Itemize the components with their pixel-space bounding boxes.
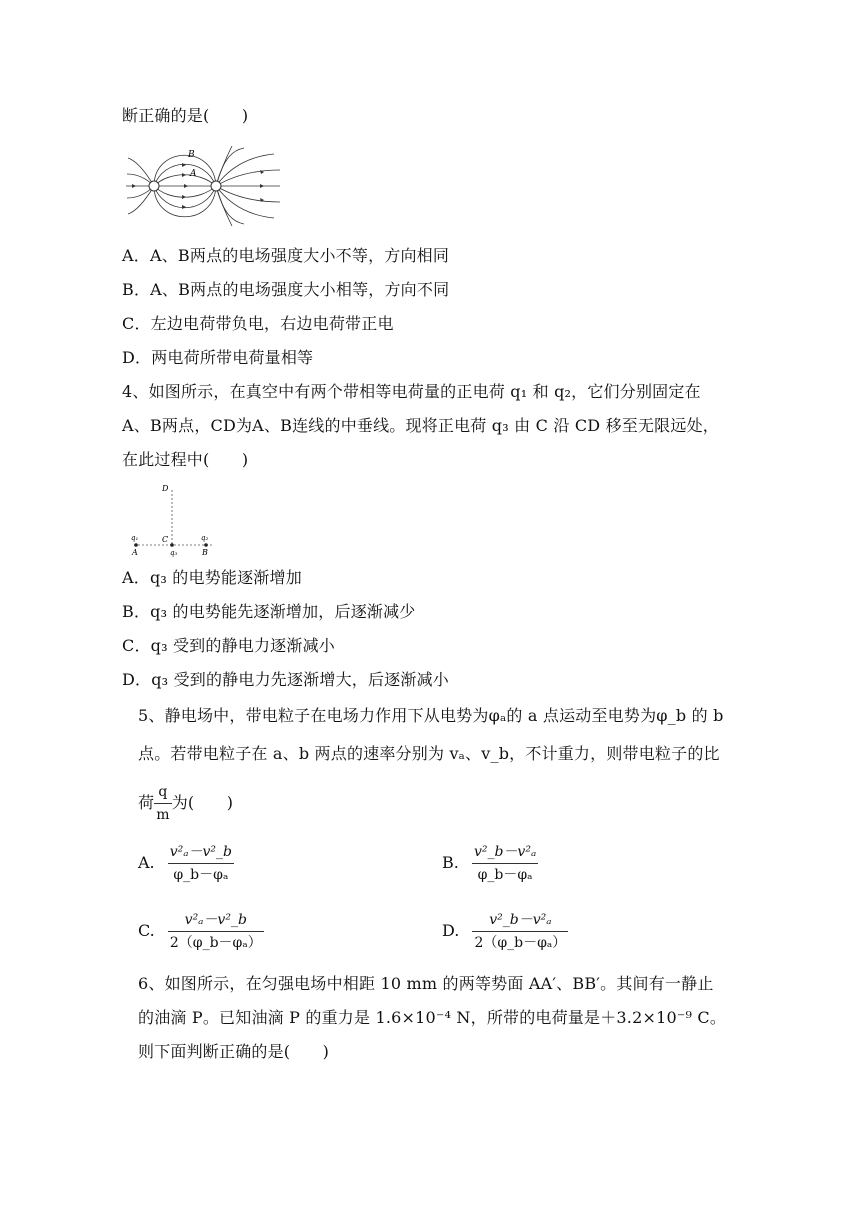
q5-option-c bbox=[138, 910, 264, 953]
fig-label-q2: q₂ bbox=[201, 534, 209, 542]
option-label: A. bbox=[138, 853, 155, 872]
q5-line-3-post: 为( ) bbox=[171, 793, 234, 812]
fraction-numerator: v²_b－v²ₐ bbox=[472, 842, 538, 864]
q5-line-1: 5、静电场中，带电粒子在电场力作用下从电势为φₐ的 a 点运动至电势为φ_b 的 b bbox=[138, 706, 724, 725]
q4-line-2: A、B两点，CD为A、B连线的中垂线。现将正电荷 q₃ 由 C 沿 CD 移至无限远处， bbox=[122, 416, 719, 435]
fig-label-q3: q₃ bbox=[170, 549, 178, 557]
option-label: D. bbox=[442, 921, 460, 940]
q3-stem-end: 断正确的是( ) bbox=[122, 106, 249, 125]
field-lines-figure bbox=[124, 146, 282, 226]
q3-option-c: C．左边电荷带负电，右边电荷带正电 bbox=[122, 314, 394, 333]
fig-label-q1: q₁ bbox=[131, 534, 139, 542]
option-label: B. bbox=[442, 853, 459, 872]
fig-label-a: A bbox=[190, 169, 197, 179]
option-fraction bbox=[472, 842, 538, 885]
fig-label-c: C bbox=[162, 535, 169, 544]
q3-option-b: B．A、B两点的电场强度大小相等，方向不同 bbox=[122, 280, 450, 299]
fraction-denominator: φ_b－φₐ bbox=[477, 867, 533, 883]
q5-option-b bbox=[442, 842, 538, 885]
q5-line-3-pre: 荷 bbox=[138, 793, 155, 812]
fraction-numerator: v²ₐ－v²_b bbox=[168, 910, 264, 932]
fig-label-b: B bbox=[188, 150, 195, 160]
fraction-denominator: m bbox=[156, 807, 170, 823]
q5-option-d bbox=[442, 910, 568, 953]
q3-option-a: A．A、B两点的电场强度大小不等，方向相同 bbox=[122, 246, 450, 265]
option-fraction bbox=[168, 842, 234, 885]
q4-line-1: 4、如图所示，在真空中有两个带相等电荷量的正电荷 q₁ 和 q₂，它们分别固定在 bbox=[122, 382, 701, 401]
q4-option-d: D．q₃ 受到的静电力先逐渐增大，后逐渐减小 bbox=[122, 670, 449, 689]
q6-line-2: 的油滴 P。已知油滴 P 的重力是 1.6×10⁻⁴ N，所带的电荷量是＋3.2×10⁻⁹ C。 bbox=[138, 1008, 727, 1027]
q5-line-3 bbox=[138, 782, 233, 825]
q5-option-a bbox=[138, 842, 234, 885]
q4-option-a: A．q₃ 的电势能逐渐增加 bbox=[122, 568, 302, 587]
fig-label-d: D bbox=[162, 484, 169, 493]
fig-label-b2: B bbox=[202, 548, 208, 557]
fig-label-a2: A bbox=[132, 548, 138, 557]
fraction-denominator: 2（φ_b－φₐ） bbox=[169, 935, 262, 951]
q4-line-3: 在此过程中( ) bbox=[122, 450, 249, 469]
q5-line-2: 点。若带电粒子在 a、b 两点的速率分别为 vₐ、v_b，不计重力，则带电粒子的比 bbox=[138, 744, 720, 763]
option-fraction bbox=[472, 910, 568, 953]
q6-line-1: 6、如图所示，在匀强电场中相距 10 mm 的两等势面 AA′、BB′。其间有一静止 bbox=[138, 974, 714, 993]
fraction-denominator: 2（φ_b－φₐ） bbox=[474, 935, 567, 951]
charge-mass-fraction bbox=[154, 782, 171, 825]
q4-option-c: C．q₃ 受到的静电力逐渐减小 bbox=[122, 636, 335, 655]
fraction-numerator: v²ₐ－v²_b bbox=[168, 842, 234, 864]
option-fraction bbox=[168, 910, 264, 953]
q3-option-d: D．两电荷所带电荷量相等 bbox=[122, 348, 314, 367]
charges-figure bbox=[128, 482, 220, 558]
option-label: C. bbox=[138, 921, 155, 940]
fraction-denominator: φ_b－φₐ bbox=[173, 867, 229, 883]
q4-option-b: B．q₃ 的电势能先逐渐增加，后逐渐减少 bbox=[122, 602, 416, 621]
fraction-numerator: v²_b－v²ₐ bbox=[472, 910, 568, 932]
q6-line-3: 则下面判断正确的是( ) bbox=[138, 1042, 330, 1061]
fraction-numerator: q bbox=[154, 782, 171, 804]
